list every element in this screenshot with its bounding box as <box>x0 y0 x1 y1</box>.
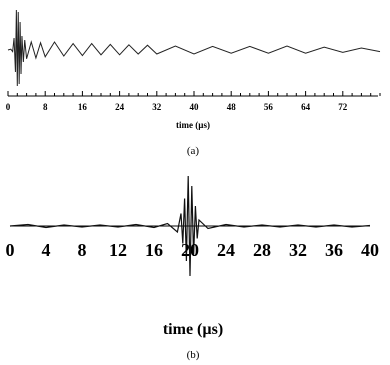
chart-b-tick-label: 16 <box>145 240 163 260</box>
chart-a-tick-label: 64 <box>301 102 311 112</box>
chart-b-tick-labels <box>6 240 380 260</box>
chart-a-tick-label: 24 <box>115 102 125 112</box>
chart-a-tick-label: 32 <box>152 102 162 112</box>
chart-a-tick-label: 56 <box>263 102 273 112</box>
chart-b-tick-label: 28 <box>253 240 271 260</box>
chart-b-tick-label: 36 <box>325 240 343 260</box>
chart-b-tick-label: 0 <box>5 240 15 260</box>
chart-b-tick-label: 4 <box>41 240 51 260</box>
chart-b-tick-label: 40 <box>361 240 379 260</box>
chart-b-tick-label: 20 <box>181 240 199 260</box>
chart-a-tick-label: 8 <box>42 102 48 112</box>
chart-b-tick-label: 12 <box>109 240 127 260</box>
chart-a-tick-label: 40 <box>189 102 199 112</box>
chart-b-tick-label: 24 <box>217 240 235 260</box>
chart-a-tick-label: 48 <box>226 102 236 112</box>
chart-a <box>6 10 380 157</box>
chart-a-tick-label: 72 <box>338 102 348 112</box>
chart-b-caption: (b) <box>186 349 200 361</box>
chart-a-tick-label: 0 <box>5 102 11 112</box>
chart-a-series <box>8 10 380 86</box>
chart-b-tick-label: 32 <box>289 240 307 260</box>
chart-b-x-axis-label: time (µs) <box>162 321 224 338</box>
chart-a-tick-labels <box>6 102 348 112</box>
chart-a-tick-label: 16 <box>77 102 87 112</box>
chart-a-x-axis-label: time (µs) <box>176 120 210 130</box>
chart-a-caption: (a) <box>186 145 200 157</box>
chart-b <box>6 176 380 361</box>
chart-a-series-line <box>8 10 380 86</box>
chart-a-ticks <box>8 91 380 96</box>
chart-b-tick-label: 8 <box>77 240 87 260</box>
